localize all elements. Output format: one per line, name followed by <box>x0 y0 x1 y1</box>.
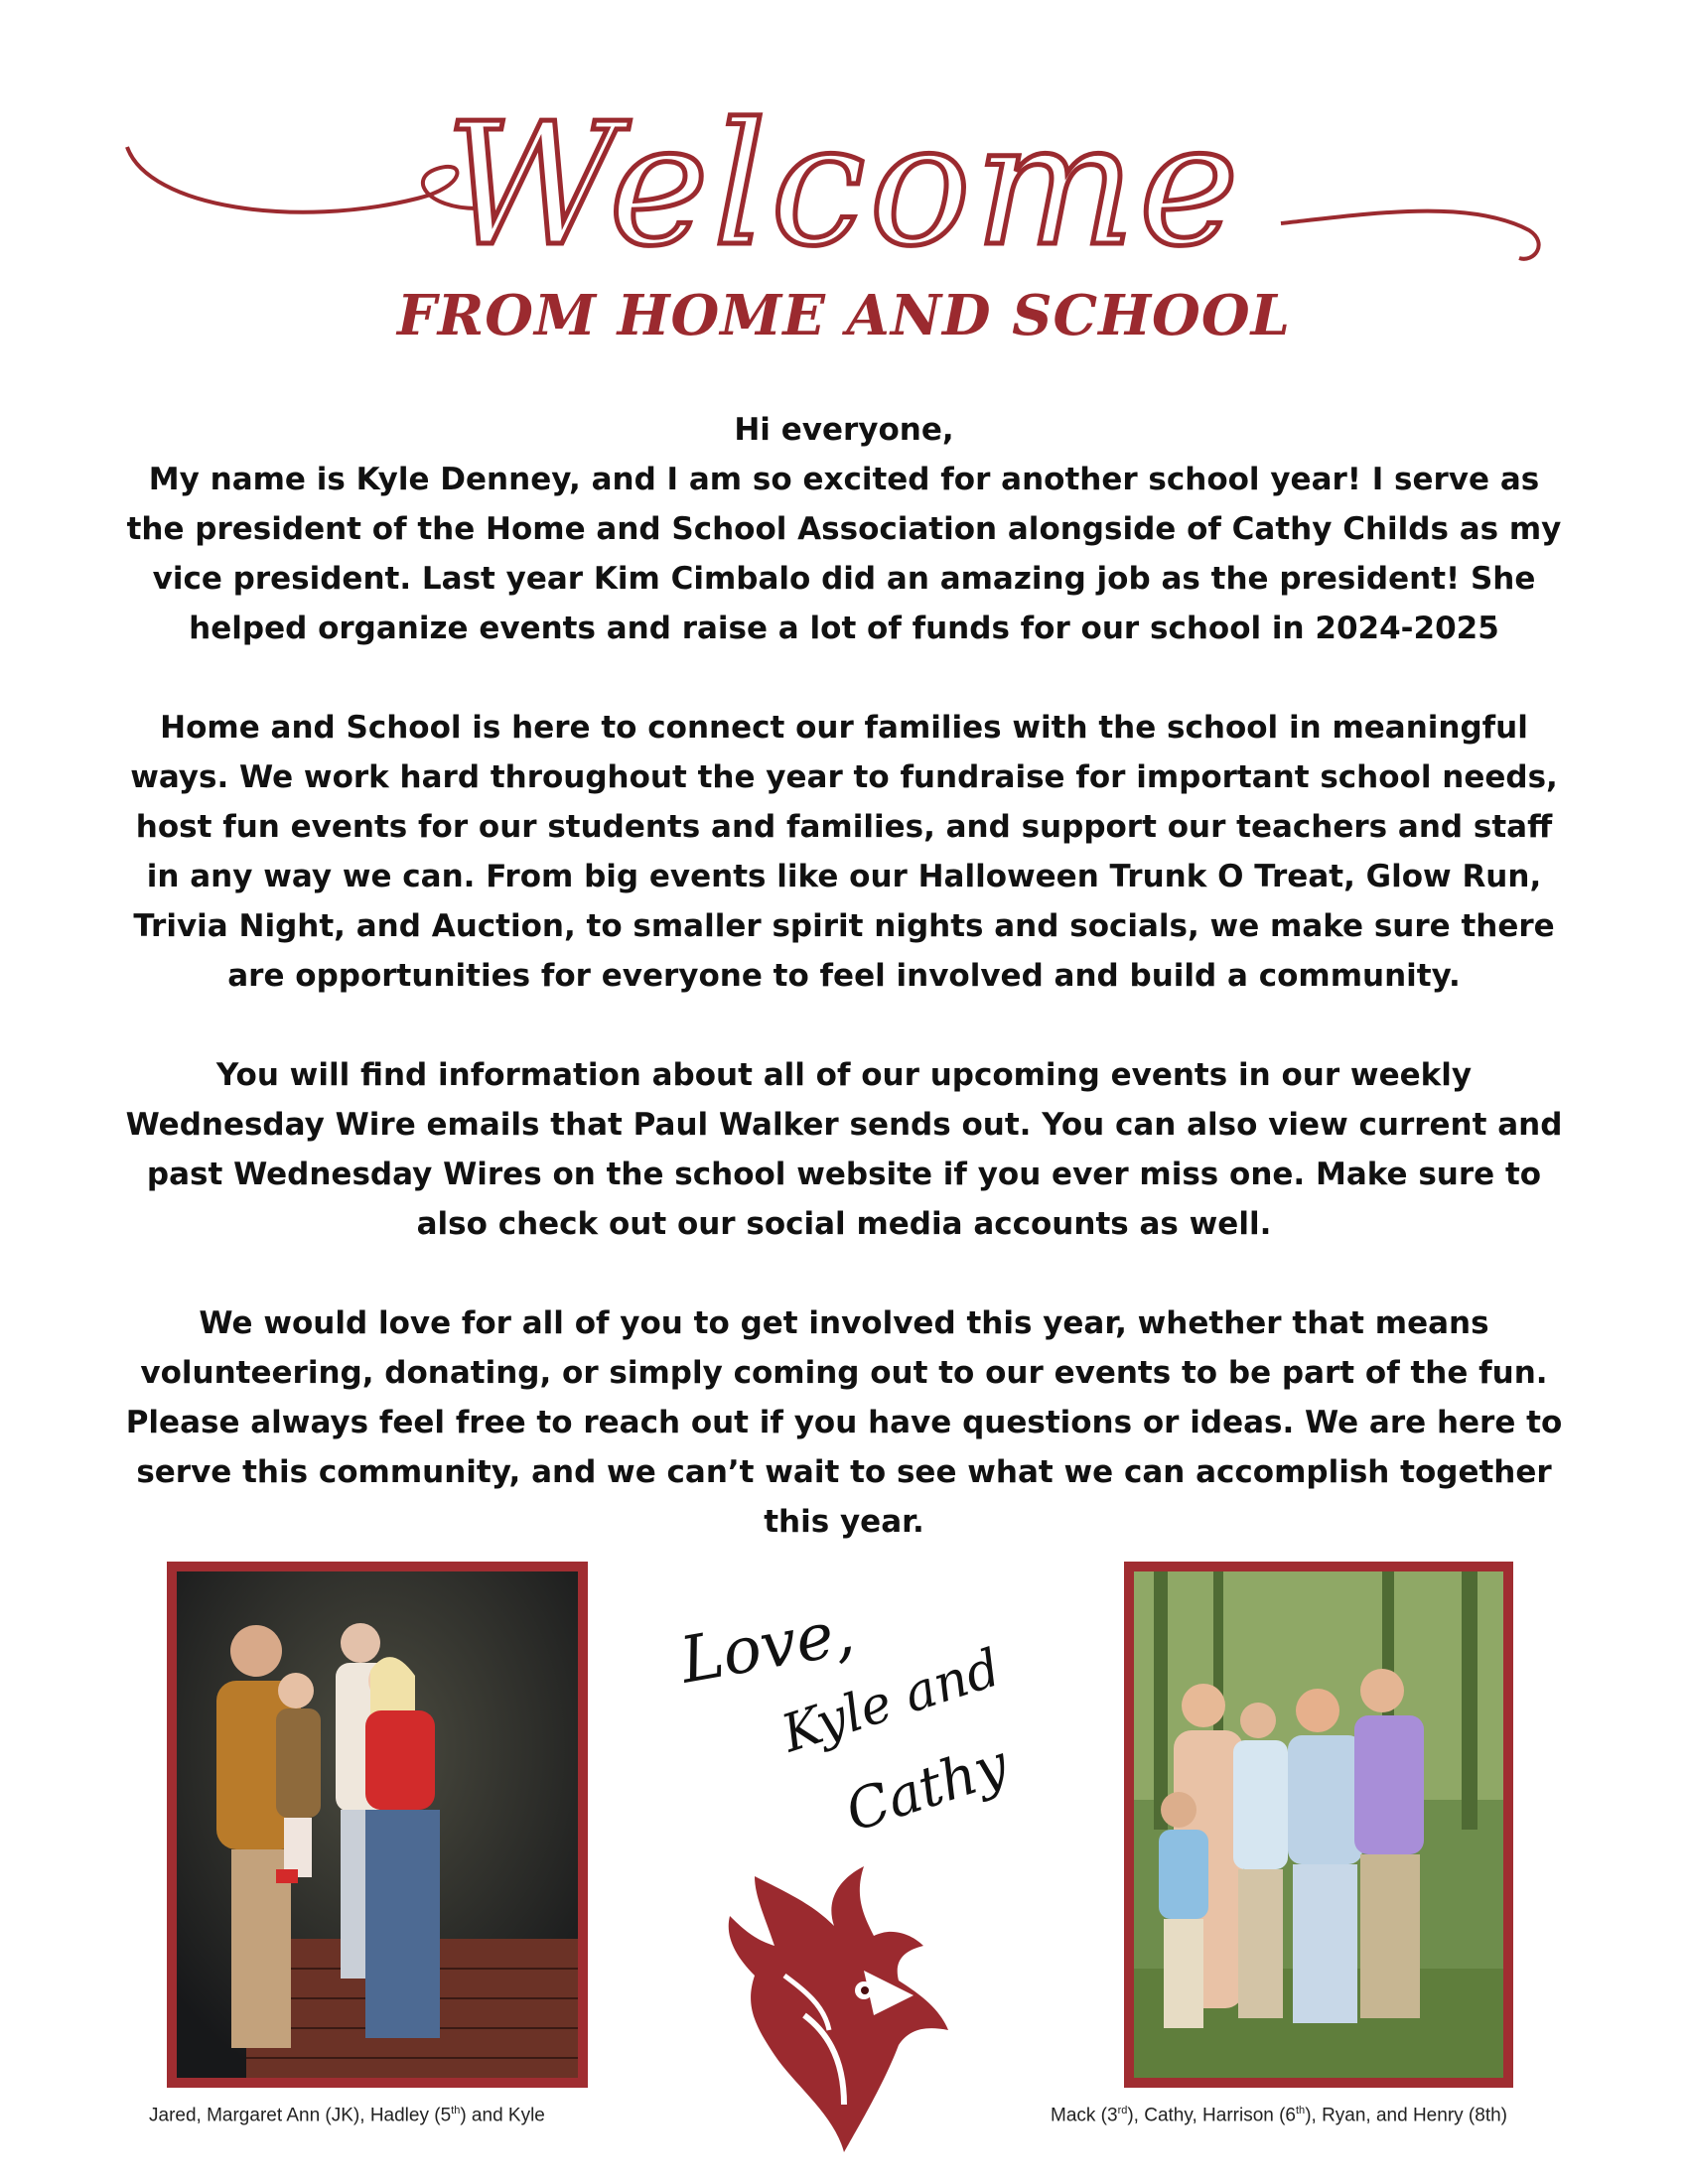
text-line: Trivia Night, and Auction, to smaller spirit nights and socials, we make sure there <box>133 908 1555 944</box>
signature-love: Love, <box>675 1595 860 1699</box>
text-line: My name is Kyle Denney, and I am so excited for another school year! I serve as <box>148 462 1540 497</box>
photo-caption-right <box>1051 2105 1507 2126</box>
text-line: Please always feel free to reach out if you have questions or ideas. We are here to <box>125 1405 1563 1440</box>
greeting: Hi everyone, <box>734 412 954 448</box>
cardinal-head-icon <box>715 1856 953 2154</box>
text-line: volunteering, donating, or simply coming out to our events to be part of the fun. <box>140 1355 1548 1391</box>
text-line: Wednesday Wire emails that Paul Walker sends out. You can also view current and <box>125 1107 1563 1143</box>
photo-image <box>177 1571 578 2078</box>
caption-superscript: rd <box>1117 2105 1128 2116</box>
family-photo-left <box>167 1562 588 2088</box>
photo-image <box>1134 1571 1503 2078</box>
text-line: helped organize events and raise a lot of funds for our school in 2024-2025 <box>189 611 1499 646</box>
text-line: ways. We work hard throughout the year to fundraise for important school needs, <box>130 759 1558 795</box>
letter-body <box>119 405 1569 1596</box>
text-line: this year. <box>764 1504 924 1540</box>
text-line: vice president. Last year Kim Cimbalo did an amazing job as the president! She <box>152 561 1536 597</box>
caption-superscript: th <box>451 2105 461 2116</box>
text-line: the president of the Home and School Association alongside of Cathy Childs as my <box>126 511 1562 547</box>
welcome-title-text: Welcome <box>445 87 1243 284</box>
signature <box>675 1588 1033 1876</box>
caption-text: Mack (3 <box>1051 2105 1118 2126</box>
welcome-title <box>0 60 1688 298</box>
family-photo-right <box>1124 1562 1513 2088</box>
paragraph-about <box>119 703 1569 1001</box>
text-line: Home and School is here to connect our families with the school in meaningful <box>160 710 1528 746</box>
caption-text: ), Ryan, and Henry (8th) <box>1305 2105 1507 2126</box>
caption-text: ), Cathy, Harrison (6 <box>1127 2105 1296 2126</box>
text-line: host fun events for our students and families, and support our teachers and staff <box>135 809 1553 845</box>
paragraph-involvement <box>119 1298 1569 1547</box>
text-line: in any way we can. From big events like our Halloween Trunk O Treat, Glow Run, <box>146 859 1542 894</box>
caption-superscript: th <box>1296 2105 1306 2116</box>
paragraph-intro <box>119 455 1569 653</box>
signature-names-line2: Cathy <box>838 1732 1016 1845</box>
caption-text: ) and Kyle <box>460 2105 545 2126</box>
photo-caption-left <box>149 2105 545 2126</box>
text-line: serve this community, and we can’t wait to see what we can accomplish together <box>136 1454 1552 1490</box>
text-line: You will find information about all of our upcoming events in our weekly <box>215 1057 1473 1093</box>
signature-names-line1: Kyle and <box>774 1638 1008 1765</box>
text-line: also check out our social media accounts as well. <box>416 1206 1272 1242</box>
text-line: are opportunities for everyone to feel involved and build a community. <box>227 958 1461 994</box>
text-line: past Wednesday Wires on the school website if you ever miss one. Make sure to <box>146 1157 1542 1192</box>
paragraph-info <box>119 1050 1569 1249</box>
caption-text: Jared, Margaret Ann (JK), Hadley (5 <box>149 2105 452 2126</box>
subtitle: FROM HOME AND SCHOOL <box>397 283 1291 348</box>
text-line: We would love for all of you to get involved this year, whether that means <box>199 1305 1489 1341</box>
